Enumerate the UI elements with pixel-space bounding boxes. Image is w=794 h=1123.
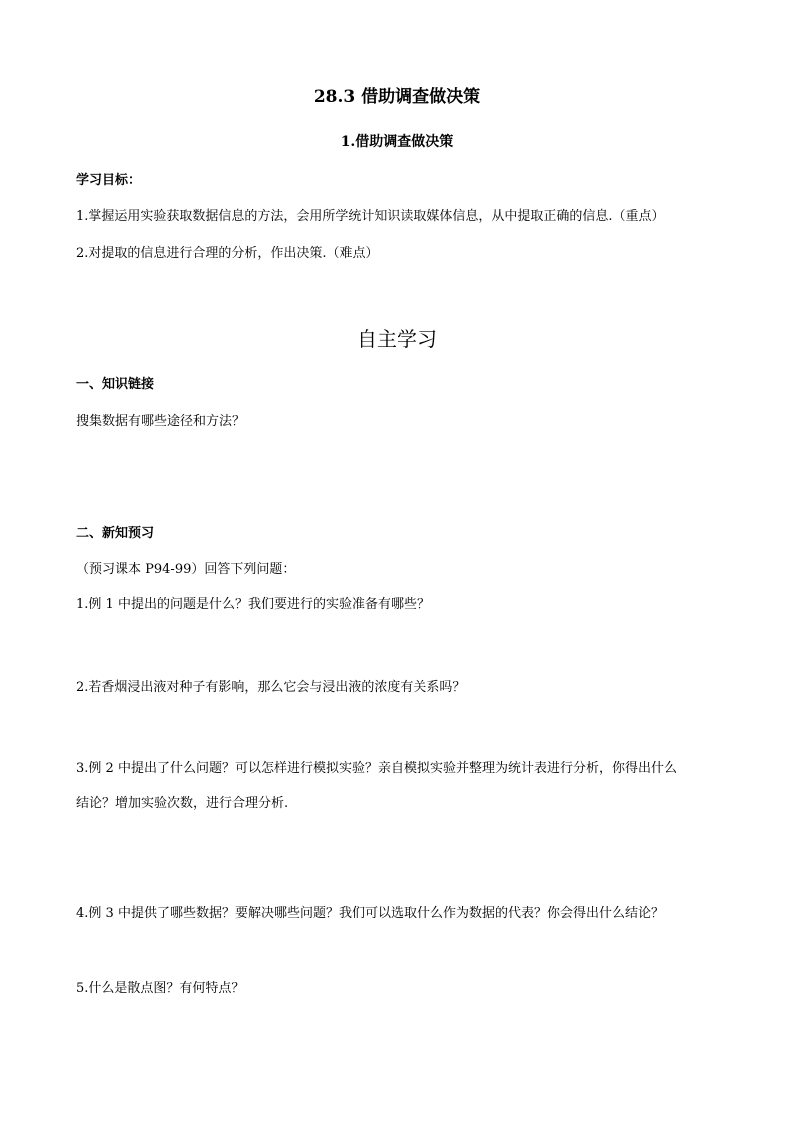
document-subtitle: 1.借助调查做决策 — [340, 134, 454, 150]
knowledge-link-heading: 一、知识链接 — [76, 377, 155, 392]
preview-intro: （预习课本 P94-99）回答下列问题： — [76, 562, 296, 577]
preview-heading: 二、新知预习 — [76, 526, 155, 541]
preview-question-3: 3.例 2 中提出了什么问题？可以怎样进行模拟实验？亲自模拟实验并整理为统计表进行分析，你得出什么 — [76, 761, 677, 776]
knowledge-link-question: 搜集数据有哪些途径和方法？ — [76, 414, 246, 429]
self-study-heading: 自主学习 — [357, 327, 437, 351]
preview-question-2: 2.若香烟浸出液对种子有影响，那么它会与浸出液的浓度有关系吗？ — [76, 680, 466, 695]
preview-question-3-continued: 结论？增加实验次数，进行合理分析. — [76, 796, 289, 811]
objective-item-1: 1.掌握运用实验获取数据信息的方法，会用所学统计知识读取媒体信息，从中提取正确的信息.（重点） — [76, 209, 665, 224]
preview-question-4: 4.例 3 中提供了哪些数据？要解决哪些问题？我们可以选取什么作为数据的代表？你会得出什么结论？ — [76, 906, 664, 921]
preview-question-1: 1.例 1 中提出的问题是什么？我们要进行的实验准备有哪些？ — [76, 597, 430, 612]
document-title: 28.3 借助调查做决策 — [313, 87, 481, 107]
preview-question-5: 5.什么是散点图？有何特点？ — [76, 981, 245, 996]
objective-item-2: 2.对提取的信息进行合理的分析，作出决策.（难点） — [76, 246, 379, 261]
objectives-heading: 学习目标： — [76, 173, 142, 188]
